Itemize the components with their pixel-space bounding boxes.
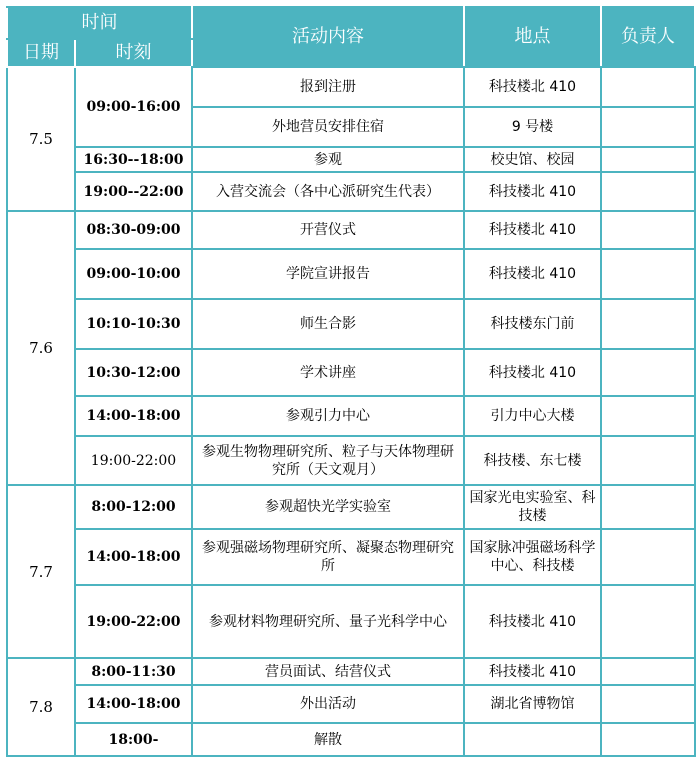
- time-cell: 14:00-18:00: [75, 685, 192, 723]
- location-cell: [464, 723, 601, 756]
- activity-cell: 参观材料物理研究所、量子光科学中心: [192, 585, 464, 658]
- table-row: [7, 436, 695, 485]
- table-row: [7, 585, 695, 658]
- schedule-table: [6, 6, 696, 757]
- time-cell: 14:00-18:00: [75, 396, 192, 436]
- responsible-cell: [601, 436, 695, 485]
- responsible-cell: [601, 396, 695, 436]
- activity-cell: 报到注册: [192, 67, 464, 107]
- location-cell: 科技楼北 410: [464, 249, 601, 299]
- activity-cell: 外地营员安排住宿: [192, 107, 464, 147]
- responsible-cell: [601, 585, 695, 658]
- responsible-cell: [601, 485, 695, 529]
- location-cell: 国家光电实验室、科技楼: [464, 485, 601, 529]
- responsible-cell: [601, 299, 695, 349]
- responsible-cell: [601, 147, 695, 172]
- responsible-cell: [601, 107, 695, 147]
- location-cell: 科技楼东门前: [464, 299, 601, 349]
- responsible-cell: [601, 249, 695, 299]
- header-time: 时刻: [75, 39, 192, 67]
- activity-cell: 开营仪式: [192, 211, 464, 249]
- time-cell: 09:00-16:00: [75, 67, 192, 147]
- activity-cell: 营员面试、结营仪式: [192, 658, 464, 685]
- time-cell: 19:00-22:00: [75, 436, 192, 485]
- time-cell: 8:00-11:30: [75, 658, 192, 685]
- activity-cell: 学院宣讲报告: [192, 249, 464, 299]
- header-location: 地点: [464, 7, 601, 67]
- time-cell: 10:10-10:30: [75, 299, 192, 349]
- activity-cell: 参观: [192, 147, 464, 172]
- table-row: [7, 529, 695, 585]
- activity-cell: 参观生物物理研究所、粒子与天体物理研究所（天文观月）: [192, 436, 464, 485]
- location-cell: 湖北省博物馆: [464, 685, 601, 723]
- date-cell: 7.5: [7, 67, 75, 211]
- time-cell: 19:00--22:00: [75, 172, 192, 211]
- location-cell: 9 号楼: [464, 107, 601, 147]
- responsible-cell: [601, 349, 695, 396]
- table-row: [7, 685, 695, 723]
- location-cell: 科技楼北 410: [464, 658, 601, 685]
- responsible-cell: [601, 67, 695, 107]
- activity-cell: 入营交流会（各中心派研究生代表）: [192, 172, 464, 211]
- location-cell: 科技楼、东七楼: [464, 436, 601, 485]
- activity-cell: 外出活动: [192, 685, 464, 723]
- time-cell: 10:30-12:00: [75, 349, 192, 396]
- activity-cell: 解散: [192, 723, 464, 756]
- header-time-group: 时间: [7, 7, 192, 39]
- responsible-cell: [601, 172, 695, 211]
- location-cell: 国家脉冲强磁场科学中心、科技楼: [464, 529, 601, 585]
- time-cell: 14:00-18:00: [75, 529, 192, 585]
- responsible-cell: [601, 211, 695, 249]
- responsible-cell: [601, 685, 695, 723]
- table-row: [7, 396, 695, 436]
- location-cell: 科技楼北 410: [464, 172, 601, 211]
- responsible-cell: [601, 723, 695, 756]
- date-cell: 7.8: [7, 658, 75, 756]
- header-date: 日期: [7, 39, 75, 67]
- table-row: [7, 349, 695, 396]
- activity-cell: 参观超快光学实验室: [192, 485, 464, 529]
- location-cell: 科技楼北 410: [464, 585, 601, 658]
- table-row: [7, 211, 695, 249]
- table-row: [7, 658, 695, 685]
- table-row: [7, 249, 695, 299]
- location-cell: 科技楼北 410: [464, 349, 601, 396]
- table-row: [7, 485, 695, 529]
- location-cell: 校史馆、校园: [464, 147, 601, 172]
- activity-cell: 师生合影: [192, 299, 464, 349]
- table-row: [7, 172, 695, 211]
- table-row: [7, 723, 695, 756]
- activity-cell: 参观强磁场物理研究所、凝聚态物理研究所: [192, 529, 464, 585]
- time-cell: 8:00-12:00: [75, 485, 192, 529]
- activity-cell: 参观引力中心: [192, 396, 464, 436]
- time-cell: 19:00-22:00: [75, 585, 192, 658]
- responsible-cell: [601, 658, 695, 685]
- location-cell: 科技楼北 410: [464, 211, 601, 249]
- location-cell: 引力中心大楼: [464, 396, 601, 436]
- table-row: [7, 299, 695, 349]
- date-cell: 7.6: [7, 211, 75, 485]
- table-row: [7, 147, 695, 172]
- location-cell: 科技楼北 410: [464, 67, 601, 107]
- time-cell: 09:00-10:00: [75, 249, 192, 299]
- date-cell: 7.7: [7, 485, 75, 658]
- header-responsible: 负责人: [601, 7, 695, 67]
- time-cell: 16:30--18:00: [75, 147, 192, 172]
- table-row: [7, 67, 695, 107]
- activity-cell: 学术讲座: [192, 349, 464, 396]
- responsible-cell: [601, 529, 695, 585]
- time-cell: 08:30-09:00: [75, 211, 192, 249]
- header-activity: 活动内容: [192, 7, 464, 67]
- time-cell: 18:00-: [75, 723, 192, 756]
